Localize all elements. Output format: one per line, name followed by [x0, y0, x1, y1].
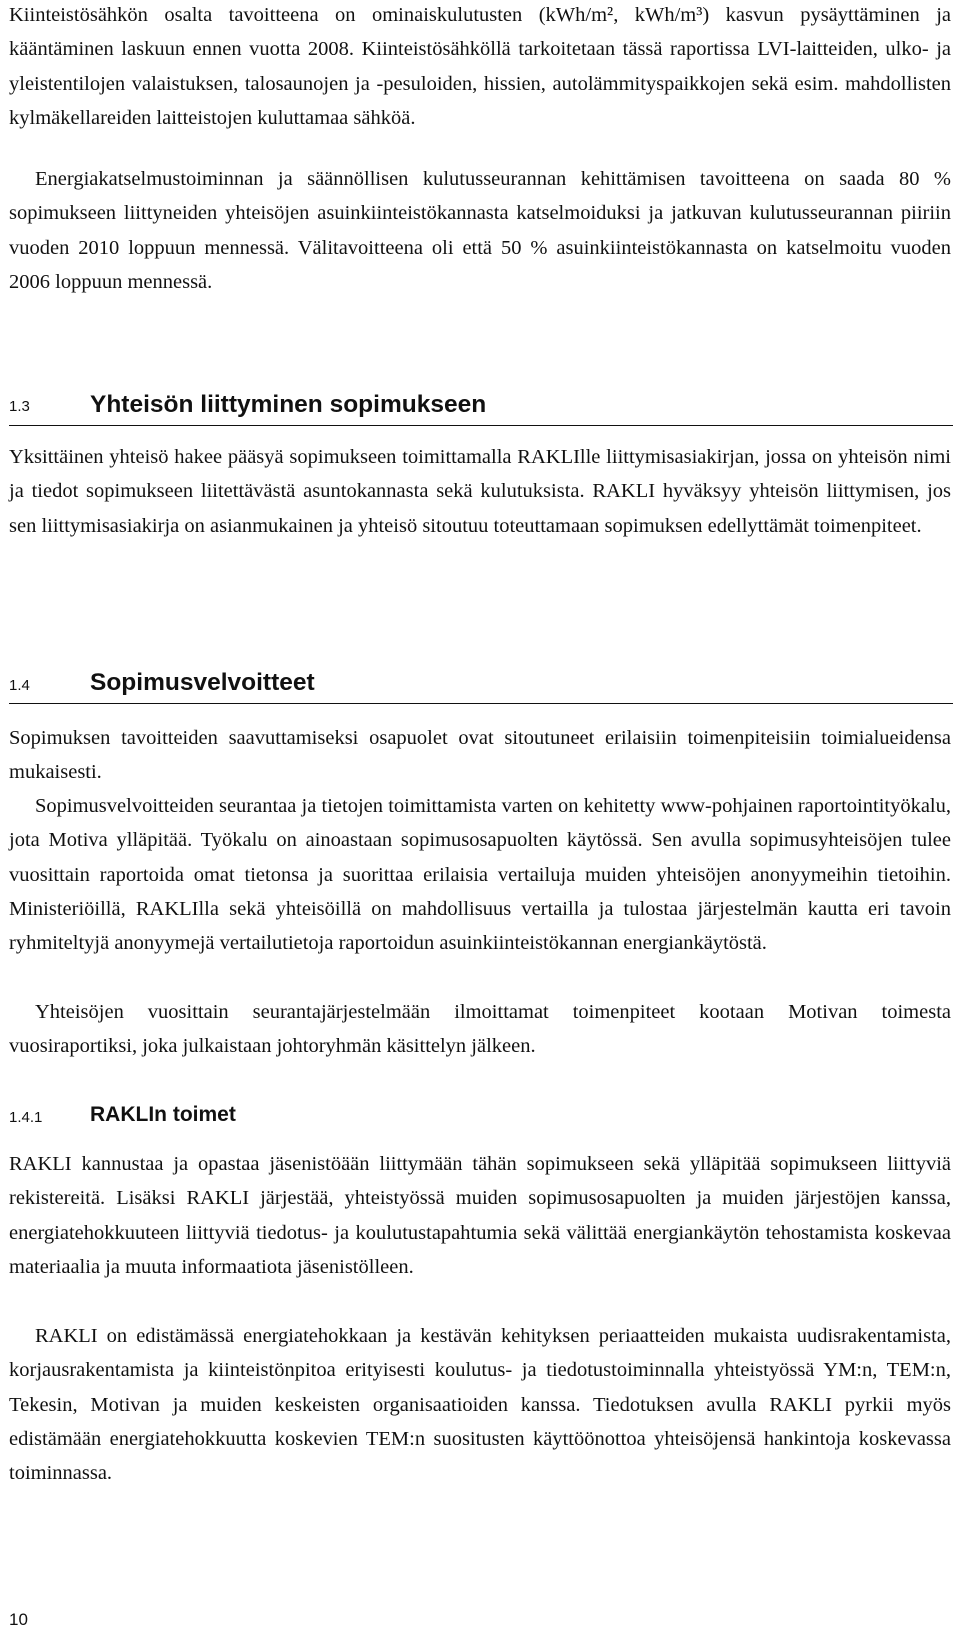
paragraph-yhteison-liittyminen: Yksittäinen yhteisö hakee pääsyä sopimukseen toimittamalla RAKLIlle liittymisasiakirjan, jossa on yhteisön nimi ja tiedot sopimukseen liitettävästä asuntokannasta sekä kulutuksista. RAKLI hyväksyy yhteisön liittymisen, jos sen liittymisasiakirja on asianmukainen ja yhteisö sitoutuu toteuttamaan sopimuksen edellyttämät toimenpiteet.: [9, 446, 951, 537]
page-number: 10: [9, 1610, 28, 1629]
paragraph-rakli-edistamassa: RAKLI on edistämässä energiatehokkaan ja kestävän kehityksen periaatteiden mukaista uudisrakentamista, korjausrakentamista ja kiinteistönpitoa erityisesti koulutus- ja tiedotustoiminnalla yhteistyössä YM:n, TEM:n, Tekesin, Motivan ja muiden keskeisten organisaatioiden kanssa. Tiedotuksen avulla RAKLI pyrkii myös edistämään energiatehokkuutta koskevien TEM:n suositusten käyttöönottoa yhteisöjensä hankintoja koskevassa toiminnassa.: [9, 1325, 951, 1485]
paragraph-kiinteistosahko: Kiinteistösähkön osalta tavoitteena on ominaiskulutusten (kWh/m², kWh/m³) kasvun pysäyttäminen ja kääntäminen laskuun ennen vuotta 2008. Kiinteistösähköllä tarkoitetaan tässä raportissa LVI-laitteiden, ulko- ja yleistentilojen valaistuksen, talosaunojen ja -pesuloiden, hissien, autolämmityspaikkojen sekä esim. mahdollisten kylmäkellareiden laitteistojen kuluttamaa sähköä.: [9, 4, 951, 129]
subsection-heading-1-4-1: [9, 1101, 953, 1131]
section-title: Yhteisön liittyminen sopimukseen: [90, 391, 487, 418]
section-number: 1.3: [9, 398, 30, 415]
paragraph-energiakatselmus: Energiakatselmustoiminnan ja säännöllisen kulutusseurannan kehittämisen tavoitteena on saada 80 % sopimukseen liittyneiden yhteisöjen asuinkiinteistökannasta katselmoiduksi ja jatkuvan kulutusseurannan piiriin vuoden 2010 loppuun mennessä. Välitavoitteena oli että 50 % asuinkiinteistökannasta on katselmoitu vuoden 2006 loppuun mennessä.: [9, 168, 951, 293]
section-title: Sopimusvelvoitteet: [90, 669, 315, 696]
paragraph-vuosiraportti: Yhteisöjen vuosittain seurantajärjestelmään ilmoittamat toimenpiteet kootaan Motivan toimesta vuosiraportiksi, joka julkaistaan johtoryhmän käsittelyn jälkeen.: [9, 1001, 951, 1058]
section-heading-1-4: [9, 669, 953, 704]
section-number: 1.4: [9, 677, 30, 694]
section-heading-1-3: [9, 391, 953, 426]
paragraph-sopimuksen-tavoitteet: Sopimuksen tavoitteiden saavuttamiseksi osapuolet ovat sitoutuneet erilaisiin toimenpiteisiin toimialueidensa mukaisesti.: [9, 727, 951, 784]
paragraph-seuranta: Sopimusvelvoitteiden seurantaa ja tietojen toimittamista varten on kehitetty www-pohjainen raportointityökalu, jota Motiva ylläpitää. Työkalu on ainoastaan sopimusosapuolten käytössä. Sen avulla sopimusyhteisöjen tulee vuosittain raportoida omat tietonsa ja suorittaa erilaisia vertailuja muiden yhteisöjen anonyymeihin tietoihin. Ministeriöillä, RAKLIlla sekä yhteisöillä on mahdollisuus vertailla ja tulostaa järjestelmän kautta eri tavoin ryhmiteltyjä anonyymejä vertailutietoja raportoidun asuinkiinteistökannan energiankäytöstä.: [9, 795, 951, 955]
paragraph-rakli-kannustaa: RAKLI kannustaa ja opastaa jäsenistöään liittymään tähän sopimukseen sekä ylläpitää sopimukseen liittyviä rekistereitä. Lisäksi RAKLI järjestää, yhteistyössä muiden sopimusosapuolten ja muiden järjestöjen kanssa, energiatehokkuuteen liittyviä tiedotus- ja koulutustapahtumia sekä välittää energiankäytön tehostamista koskevaa materiaalia ja muuta informaatiota jäsenistölleen.: [9, 1153, 951, 1278]
subsection-number: 1.4.1: [9, 1109, 43, 1126]
subsection-title: RAKLIn toimet: [90, 1103, 236, 1126]
